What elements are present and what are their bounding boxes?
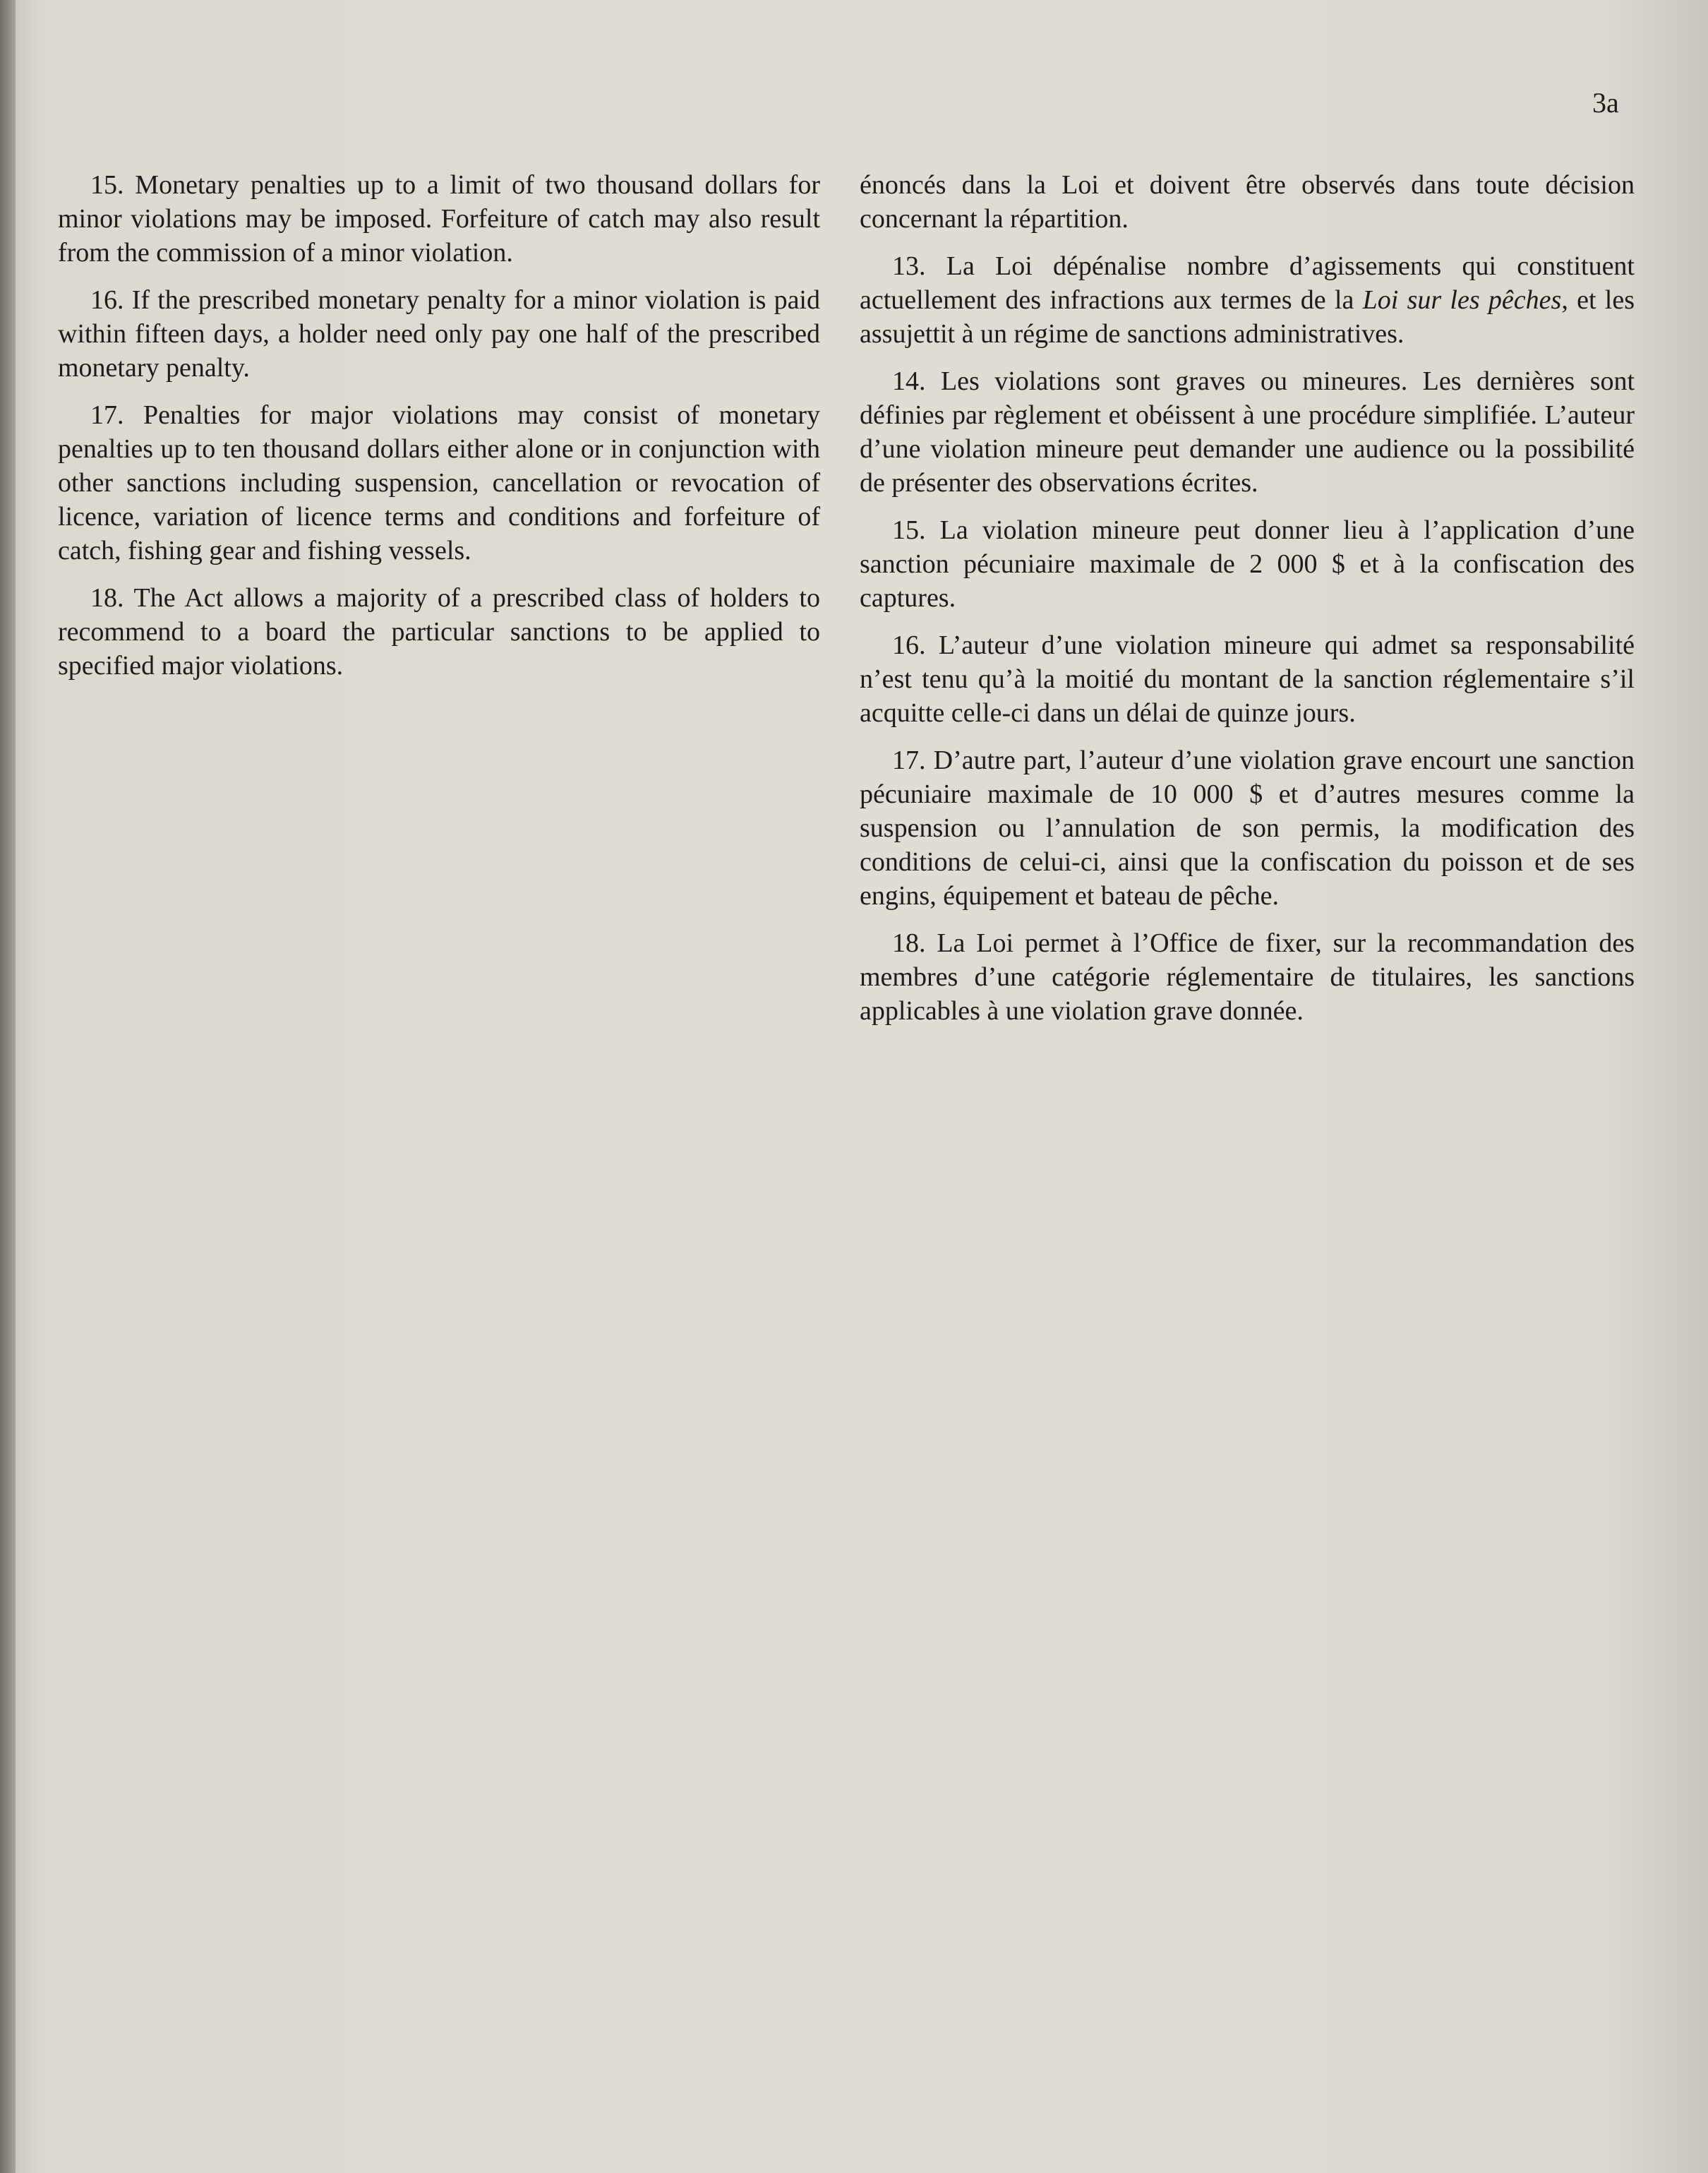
french-column bbox=[860, 168, 1635, 1041]
page-number: 3a bbox=[1592, 87, 1619, 119]
english-column bbox=[58, 168, 820, 696]
note-paragraph-18: 18. The Act allows a majority of a prescribed class of holders to recommend to a board the particular sanctions to be applied to specified major violations. bbox=[58, 583, 820, 681]
note-paragraph-16-fr: 16. L’auteur d’une violation mineure qui admet sa responsabilité n’est tenu qu’à la moitié du montant de la sanction réglementaire s’il acquitte celle-ci dans un délai de quinze jours. bbox=[860, 630, 1635, 728]
note-paragraph-14: 14. Les violations sont graves ou mineures. Les dernières sont définies par règlement et obéissent à une procédure simplifiée. L’auteur d’une violation mineure peut demander une audience ou la possibilité de présenter des observations écrites. bbox=[860, 366, 1635, 498]
note-paragraph-16: 16. If the prescribed monetary penalty for a minor violation is paid within fifteen days, a holder need only pay one half of the prescribed monetary penalty. bbox=[58, 285, 820, 383]
note-paragraph-17: 17. Penalties for major violations may consist of monetary penalties up to ten thousand dollars either alone or in conjunction with other sanctions including suspension, cancellation or revocation of licence, variation of licence terms and conditions and forfeiture of catch, fishing gear and fishing vessels. bbox=[58, 400, 820, 565]
note-paragraph-17-fr: 17. D’autre part, l’auteur d’une violation grave encourt une sanction pécuniaire maximale de 10 000 $ et d’autres mesures comme la suspension ou l’annulation de son permis, la modification des conditions de celui-ci, ainsi que la confiscation du poisson et de ses engins, équipement et bateau de pêche. bbox=[860, 746, 1635, 911]
page-binding-edge bbox=[0, 0, 16, 2173]
paragraph-13-text-after: , et les assujettit à un régime de sanctions administratives. bbox=[860, 285, 1635, 349]
paragraph-13-text-before: 13. La Loi dépénalise nombre d’agissements qui constituent actuellement des infractions aux termes de la bbox=[860, 251, 1635, 315]
note-paragraph-18-fr: 18. La Loi permet à l’Office de fixer, sur la recommandation des membres d’une catégorie réglementaire de titulaires, les sanctions applicables à une violation grave donnée. bbox=[860, 928, 1635, 1026]
note-paragraph-continued: énoncés dans la Loi et doivent être observés dans toute décision concernant la répartition. bbox=[860, 170, 1635, 234]
note-paragraph-15: 15. Monetary penalties up to a limit of two thousand dollars for minor violations may be imposed. Forfeiture of catch may also result from the commission of a minor violation. bbox=[58, 170, 820, 268]
note-paragraph-13 bbox=[860, 249, 1635, 351]
note-paragraph-15-fr: 15. La violation mineure peut donner lieu à l’application d’une sanction pécuniaire maximale de 2 000 $ et à la confiscation des captures. bbox=[860, 515, 1635, 613]
act-title-italic: Loi sur les pêches bbox=[1362, 285, 1562, 315]
